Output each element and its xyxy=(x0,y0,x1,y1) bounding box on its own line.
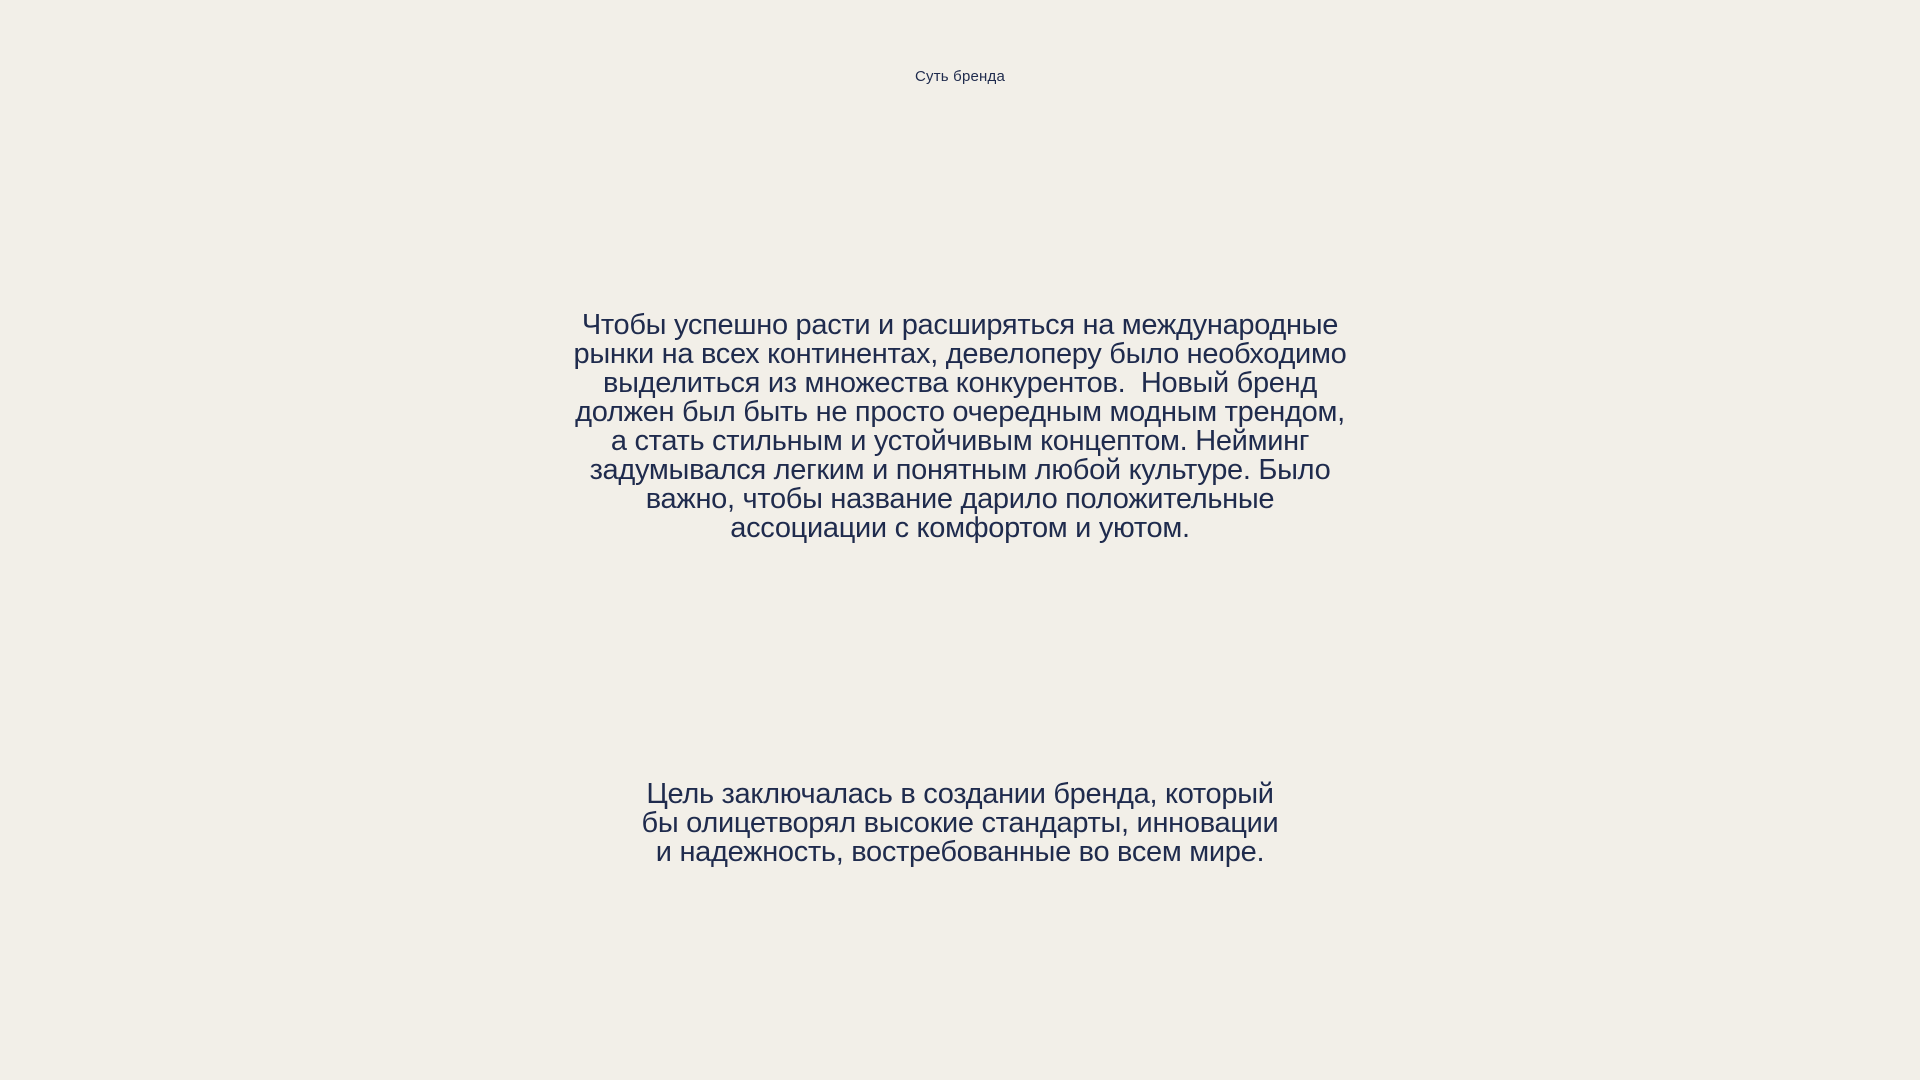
text-line: ассоциации с комфортом и уютом. xyxy=(730,512,1190,544)
text-line: и надежность, востребованные во всем мире. xyxy=(655,836,1265,868)
text-line: а стать стильным и устойчивым концептом. Нейминг xyxy=(610,425,1310,457)
text-line: задумывался легким и понятным любой культуре. Было xyxy=(589,454,1331,486)
text-line: важно, чтобы название дарило положительные xyxy=(645,483,1275,515)
text-line: должен был быть не просто очередным модным трендом, xyxy=(575,396,1345,428)
text-line: Цель заключалась в создании бренда, который xyxy=(646,778,1274,810)
brand-goal-paragraph xyxy=(0,780,1920,867)
text-line: рынки на всех континентах, девелоперу было необходимо xyxy=(573,338,1347,370)
brand-essence-paragraph xyxy=(0,311,1920,543)
section-label: Суть бренда xyxy=(914,68,1006,85)
text-line: Чтобы успешно расти и расширяться на международные xyxy=(581,309,1339,341)
text-line: выделиться из множества конкурентов. Новый бренд xyxy=(603,367,1317,399)
text-line: бы олицетворял высокие стандарты, инновации xyxy=(641,807,1279,839)
